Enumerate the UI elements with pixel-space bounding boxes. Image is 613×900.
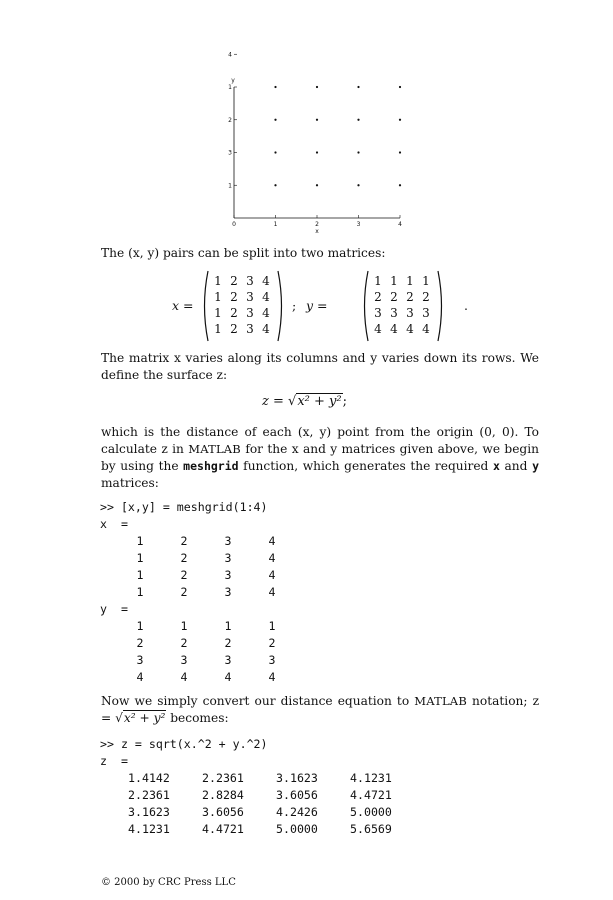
z-output-row: [128, 804, 424, 821]
matrix-y-cell: 3: [374, 306, 382, 320]
matrix-x-cell: 4: [262, 306, 270, 320]
y-output-cell: 2: [180, 636, 188, 650]
x-output-row: [118, 550, 294, 567]
left-paren: [200, 270, 210, 342]
x-output-cell: 4: [268, 568, 276, 582]
data-point: [274, 119, 276, 121]
y-output-cell: 4: [224, 670, 232, 684]
x-output-cell: 4: [268, 534, 276, 548]
text: notation; z =: [101, 694, 539, 725]
data-point: [399, 119, 401, 121]
matrix-separator: ;: [292, 298, 297, 313]
code-z-label: z =: [100, 754, 128, 768]
y-output-cell: 4: [180, 670, 188, 684]
x-output-cell: 2: [180, 534, 188, 548]
equation-z: [262, 394, 347, 409]
y-output-cell: 2: [224, 636, 232, 650]
z-output-cell: 5.6569: [350, 822, 392, 836]
x-output-cell: 4: [268, 585, 276, 599]
matrix-y: [370, 274, 434, 338]
matrix-x-label: x =: [172, 298, 194, 313]
data-point: [274, 86, 276, 88]
data-point: [316, 119, 318, 121]
y-tick-label: 1: [228, 182, 232, 190]
x-tick-label: 4: [398, 221, 402, 228]
matrix-x-cell: 2: [230, 306, 238, 320]
left-paren: [360, 270, 370, 342]
x-output-cell: 1: [136, 534, 144, 548]
x-output-row: [118, 567, 294, 584]
z-output-cell: 3.6056: [202, 805, 244, 819]
code-y: y: [532, 459, 540, 473]
x-output-cell: 4: [268, 551, 276, 565]
scatter-plot: [224, 51, 414, 235]
y-output-cell: 1: [224, 619, 232, 633]
sqrt-expression: √x² + y²: [115, 711, 166, 725]
y-output-cell: 2: [136, 636, 144, 650]
z-output-cell: 5.0000: [350, 805, 392, 819]
y-output-cell: 4: [136, 670, 144, 684]
matrix-y-cell: 2: [406, 290, 414, 304]
matrix-y-cell: 4: [422, 322, 430, 336]
matrix-y-cell: 3: [422, 306, 430, 320]
z-output-row: [128, 787, 424, 804]
data-point: [357, 184, 359, 186]
x-output-cell: 1: [136, 585, 144, 599]
matrix-y-cell: 4: [390, 322, 398, 336]
x-output-cell: 1: [136, 551, 144, 565]
copyright-footer: © 2000 by CRC Press LLC: [101, 877, 236, 888]
data-point: [399, 86, 401, 88]
matrix-x-cell: 2: [230, 290, 238, 304]
paragraph-1: The (x, y) pairs can be split into two matrices:: [101, 246, 386, 260]
y-output-cell: 4: [268, 670, 276, 684]
x-output-cell: 2: [180, 568, 188, 582]
code-x-label: x =: [100, 517, 128, 531]
x-output-cell: 2: [180, 551, 188, 565]
matrix-x-cell: 1: [214, 274, 222, 288]
y-output-cell: 3: [224, 653, 232, 667]
z-output-cell: 4.1231: [350, 771, 392, 785]
text: Now we simply convert our distance equation to: [101, 694, 415, 708]
matrix-definitions: [172, 270, 482, 342]
z-output-cell: 1.4142: [128, 771, 170, 785]
y-output-cell: 1: [268, 619, 276, 633]
y-axis-label: y: [231, 77, 235, 84]
y-output-row: [118, 618, 294, 635]
x-output-cell: 3: [224, 585, 232, 599]
data-point: [316, 86, 318, 88]
text: matrices:: [101, 476, 159, 490]
x-output-cell: 1: [136, 568, 144, 582]
matrix-y-label: y =: [306, 298, 328, 313]
matrix-x-cell: 2: [230, 322, 238, 336]
y-tick-label: 4: [228, 51, 232, 59]
x-tick-label: 1: [273, 221, 278, 228]
z-output-cell: 3.6056: [276, 788, 318, 802]
text: for the x and y matrices given above, we begin by using the: [101, 442, 539, 473]
matrix-y-cell: 2: [422, 290, 430, 304]
matrix-x-cell: 4: [262, 322, 270, 336]
data-point: [399, 151, 401, 153]
z-output-cell: 2.8284: [202, 788, 244, 802]
matrix-x-cell: 3: [246, 306, 254, 320]
code-y-label: y =: [100, 602, 128, 616]
radicand: x² + y²: [123, 711, 166, 725]
matrix-y-cell: 1: [422, 274, 430, 288]
matlab-name: MATLAB: [188, 442, 241, 456]
data-point: [274, 151, 276, 153]
z-output-cell: 3.1623: [276, 771, 318, 785]
y-output-cell: 1: [180, 619, 188, 633]
z-output-table: [128, 770, 424, 838]
matrix-period: .: [464, 298, 468, 313]
y-output-table: [118, 618, 294, 686]
x-output-cell: 3: [224, 551, 232, 565]
data-point: [357, 119, 359, 121]
matlab-name: MATLAB: [414, 694, 467, 708]
y-output-cell: 3: [180, 653, 188, 667]
y-output-row: [118, 652, 294, 669]
matrix-y-cell: 3: [406, 306, 414, 320]
z-output-cell: 2.2361: [128, 788, 170, 802]
x-output-row: [118, 584, 294, 601]
data-point: [316, 151, 318, 153]
z-output-cell: 2.2361: [202, 771, 244, 785]
text: which is the distance of each (x, y) point from the origin (0, 0). To calculate z in: [101, 425, 539, 456]
matrix-y-cell: 1: [406, 274, 414, 288]
matrix-y-cell: 4: [374, 322, 382, 336]
equation-lhs: z =: [262, 394, 284, 409]
x-output-cell: 2: [180, 585, 188, 599]
x-output-cell: 3: [224, 534, 232, 548]
matrix-y-cell: 1: [374, 274, 382, 288]
text: function, which generates the required: [238, 459, 493, 473]
y-output-row: [118, 635, 294, 652]
matrix-x-cell: 3: [246, 274, 254, 288]
paragraph-2: The matrix x varies along its columns and y varies down its rows. We define the surface z:: [101, 351, 539, 382]
z-output-cell: 5.0000: [276, 822, 318, 836]
z-output-cell: 4.4721: [202, 822, 244, 836]
matrix-x-cell: 3: [246, 290, 254, 304]
text: becomes:: [166, 711, 229, 725]
matrix-y-cell: 4: [406, 322, 414, 336]
code-meshgrid-command: >> [x,y] = meshgrid(1:4): [100, 500, 268, 514]
z-output-cell: 4.1231: [128, 822, 170, 836]
y-tick-label: 3: [228, 149, 232, 157]
matrix-x-cell: 1: [214, 290, 222, 304]
matrix-x-cell: 4: [262, 274, 270, 288]
right-paren: [436, 270, 446, 342]
y-tick-label: 2: [228, 116, 232, 124]
y-output-cell: 3: [268, 653, 276, 667]
code-sqrt-command: >> z = sqrt(x.^2 + y.^2): [100, 737, 268, 751]
matrix-y-cell: 2: [390, 290, 398, 304]
matrix-x: [210, 274, 274, 338]
matrix-x-cell: 2: [230, 274, 238, 288]
matrix-x-cell: 4: [262, 290, 270, 304]
x-tick-label: 3: [356, 221, 361, 228]
z-output-row: [128, 821, 424, 838]
paragraph-3: [101, 424, 539, 492]
data-point: [357, 151, 359, 153]
text: and: [499, 459, 533, 473]
matrix-x-cell: 3: [246, 322, 254, 336]
x-output-cell: 3: [224, 568, 232, 582]
y-output-row: [118, 669, 294, 686]
x-axis-label: x: [315, 228, 319, 235]
z-output-cell: 4.2426: [276, 805, 318, 819]
right-paren: [276, 270, 286, 342]
x-output-row: [118, 533, 294, 550]
matrix-y-cell: 1: [390, 274, 398, 288]
matrix-y-cell: 3: [390, 306, 398, 320]
x-output-table: [118, 533, 294, 601]
plot-svg: [224, 51, 414, 235]
equation-end: ;: [342, 394, 347, 409]
code-x: x: [492, 459, 500, 473]
sqrt-expression: √x² + y²: [288, 394, 342, 409]
x-tick-label: 0: [232, 221, 236, 228]
meshgrid-name: meshgrid: [183, 459, 239, 473]
x-tick-label: 2: [315, 221, 319, 228]
z-output-row: [128, 770, 424, 787]
data-point: [274, 184, 276, 186]
z-output-cell: 4.4721: [350, 788, 392, 802]
y-output-cell: 2: [268, 636, 276, 650]
y-output-cell: 1: [136, 619, 144, 633]
matrix-x-cell: 1: [214, 322, 222, 336]
y-tick-label: 1: [228, 84, 232, 91]
matrix-y-cell: 2: [374, 290, 382, 304]
data-point: [357, 86, 359, 88]
radicand: x² + y²: [297, 394, 342, 409]
matrix-x-cell: 1: [214, 306, 222, 320]
z-output-cell: 3.1623: [128, 805, 170, 819]
data-point: [399, 184, 401, 186]
y-output-cell: 3: [136, 653, 144, 667]
paragraph-4: [101, 693, 539, 727]
data-point: [316, 184, 318, 186]
